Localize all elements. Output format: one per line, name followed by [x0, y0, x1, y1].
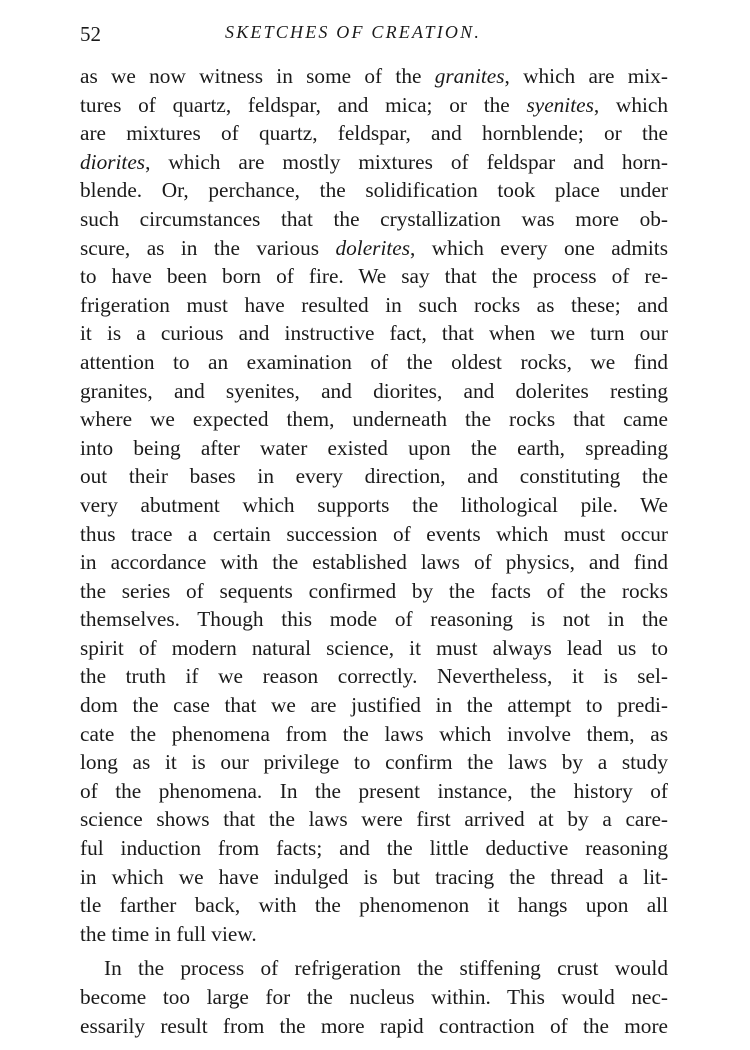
text-line: essarily result from the more rapid contraction of the more: [80, 1013, 668, 1038]
paragraph: [80, 62, 668, 948]
text-line: dom the case that we are justified in the attempt to predi-: [80, 693, 668, 718]
text-line: tle farther back, with the phenomenon it hangs upon all: [80, 893, 668, 918]
text-line: frigeration must have resulted in such rocks as these; and: [80, 292, 668, 317]
text-line: granites, and syenites, and diorites, and dolerites resting: [80, 378, 668, 403]
page-number: 52: [80, 22, 101, 46]
body-text: [80, 62, 668, 1040]
text-line: into being after water existed upon the earth, spreading: [80, 435, 668, 460]
page-header: [80, 22, 668, 52]
text-line: the time in full view.: [80, 921, 257, 946]
text-line: long as it is our privilege to confirm the laws by a study: [80, 750, 668, 775]
text-line: cate the phenomena from the laws which involve them, as: [80, 721, 668, 746]
text-line: it is a curious and instructive fact, that when we turn our: [80, 321, 668, 346]
text-line: diorites, which are mostly mixtures of feldspar and horn-: [80, 149, 668, 174]
text-line: scure, as in the various dolerites, which every one admits: [80, 235, 669, 260]
text-line: science shows that the laws were first arrived at by a care-: [80, 807, 668, 832]
text-line: become too large for the nucleus within. This would nec-: [80, 985, 668, 1009]
text-line: where we expected them, underneath the rocks that came: [80, 407, 668, 432]
text-line: such circumstances that the crystallization was more ob-: [80, 206, 668, 231]
text-line: to have been born of fire. We say that the process of re-: [80, 264, 668, 289]
text-line: themselves. Though this mode of reasoning is not in the: [80, 607, 668, 632]
text-line: the series of sequents confirmed by the facts of the rocks: [80, 578, 668, 603]
text-line: in which we have indulged is but tracing the thread a lit-: [80, 864, 668, 889]
text-line: in accordance with the established laws of physics, and find: [80, 550, 668, 575]
text-line: tures of quartz, feldspar, and mica; or the syenites, which: [80, 92, 668, 117]
text-line: the truth if we reason correctly. Nevertheless, it is sel-: [80, 664, 668, 689]
text-line: attention to an examination of the oldest rocks, we find: [80, 349, 668, 374]
text-line: very abutment which supports the lithological pile. We: [80, 492, 668, 517]
text-line: In the process of refrigeration the stiffening crust would: [104, 956, 668, 981]
text-line: ful induction from facts; and the little deductive reasoning: [80, 836, 668, 861]
paragraph: [80, 954, 668, 1040]
text-line: out their bases in every direction, and constituting the: [80, 464, 668, 489]
running-head: SKETCHES OF CREATION.: [225, 22, 482, 42]
text-line: spirit of modern natural science, it must always lead us to: [80, 635, 668, 660]
text-line: as we now witness in some of the granites, which are mix-: [80, 64, 668, 88]
text-line: blende. Or, perchance, the solidification took place under: [80, 178, 668, 203]
text-line: of the phenomena. In the present instance, the history of: [80, 778, 668, 803]
text-line: thus trace a certain succession of events which must occur: [80, 521, 668, 546]
text-line: are mixtures of quartz, feldspar, and hornblende; or the: [80, 121, 668, 146]
